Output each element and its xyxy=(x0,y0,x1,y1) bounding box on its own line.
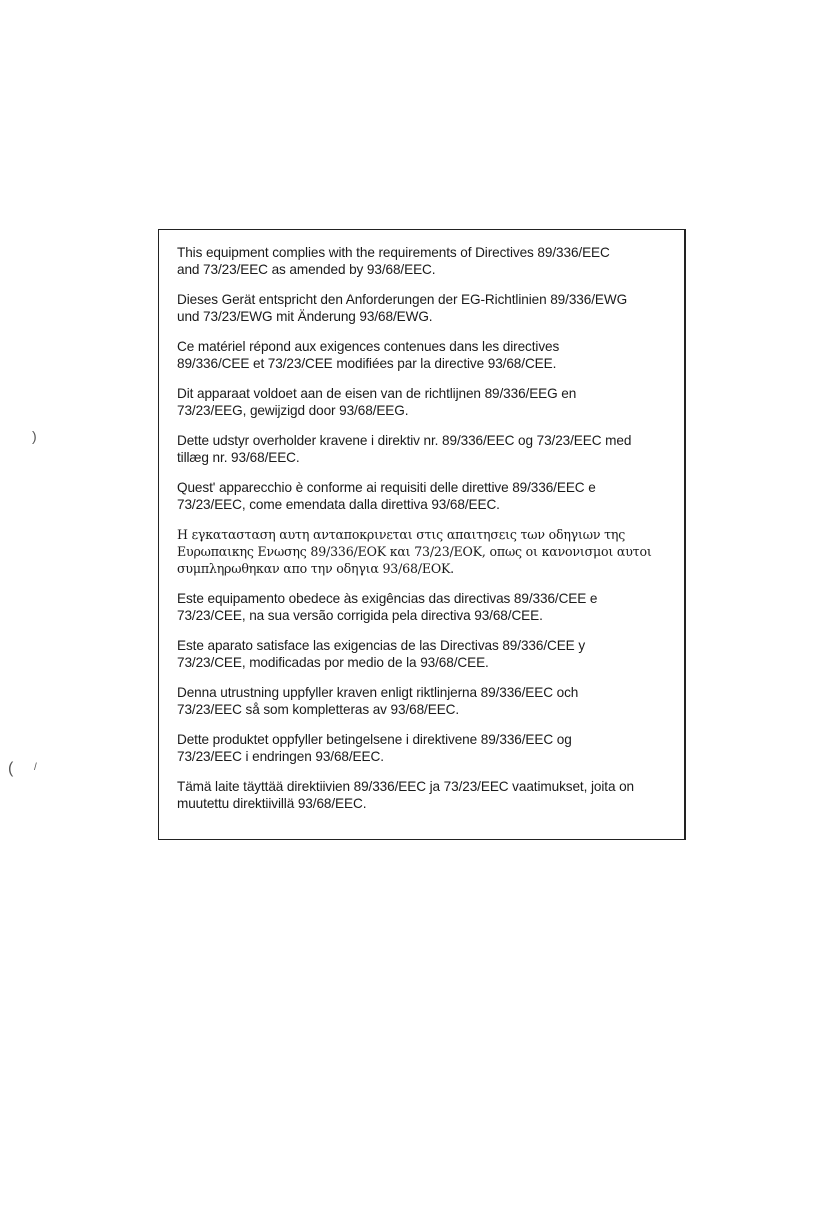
compliance-paragraph-el: Η εγκατασταση αυτη ανταποκρινεται στις απαιτησεις των οδηγιων της Ευρωπαικης Ενωσης 89/336/ΕΟΚ και 73/23/ΕΟΚ, οπως οι κανονισμοι αυτοι συμπληρωθηκαν απο την οδηγια 93/68/ΕΟΚ. xyxy=(177,527,652,576)
compliance-paragraph-fi: Tämä laite täyttää direktiivien 89/336/EEC ja 73/23/EEC vaatimukset, joita on muutettu direktiivillä 93/68/EEC. xyxy=(177,779,634,811)
compliance-paragraph-en: This equipment complies with the requirements of Directives 89/336/EEC and 73/23/EEC as amended by 93/68/EEC. xyxy=(177,245,610,277)
compliance-paragraph-es: Este aparato satisface las exigencias de las Directivas 89/336/CEE y 73/23/CEE, modificadas por medio de la 93/68/CEE. xyxy=(177,638,586,670)
compliance-paragraph-sv: Denna utrustning uppfyller kraven enligt riktlinjerna 89/336/EEC och 73/23/EEC så som kompletteras av 93/68/EEC. xyxy=(177,685,579,717)
scan-speck: ) xyxy=(32,428,37,444)
compliance-paragraph-fr: Ce matériel répond aux exigences contenues dans les directives 89/336/CEE et 73/23/CEE modifiées par la directive 93/68/CEE. xyxy=(177,339,560,371)
scan-speck: / xyxy=(34,762,37,773)
compliance-paragraph-pt: Este equipamento obedece às exigências das directivas 89/336/CEE e 73/23/CEE, na sua versão corrigida pela directiva 93/68/CEE. xyxy=(177,591,598,623)
compliance-paragraph-no: Dette produktet oppfyller betingelsene i direktivene 89/336/EEC og 73/23/EEC i endringen 93/68/EEC. xyxy=(177,732,572,764)
compliance-paragraph-de: Dieses Gerät entspricht den Anforderungen der EG-Richtlinien 89/336/EWG und 73/23/EWG mit Änderung 93/68/EWG. xyxy=(177,292,628,324)
scan-speck: ( xyxy=(8,760,14,777)
compliance-paragraph-it: Quest' apparecchio è conforme ai requisiti delle direttive 89/336/EEC e 73/23/EEC, come emendata dalla direttiva 93/68/EEC. xyxy=(177,480,596,512)
compliance-paragraph-da: Dette udstyr overholder kravene i direktiv nr. 89/336/EEC og 73/23/EEC med tillæg nr. 93/68/EEC. xyxy=(177,433,632,465)
compliance-notice-box xyxy=(158,229,686,840)
compliance-paragraph-nl: Dit apparaat voldoet aan de eisen van de richtlijnen 89/336/EEG en 73/23/EEG, gewijzigd door 93/68/EEG. xyxy=(177,386,577,418)
